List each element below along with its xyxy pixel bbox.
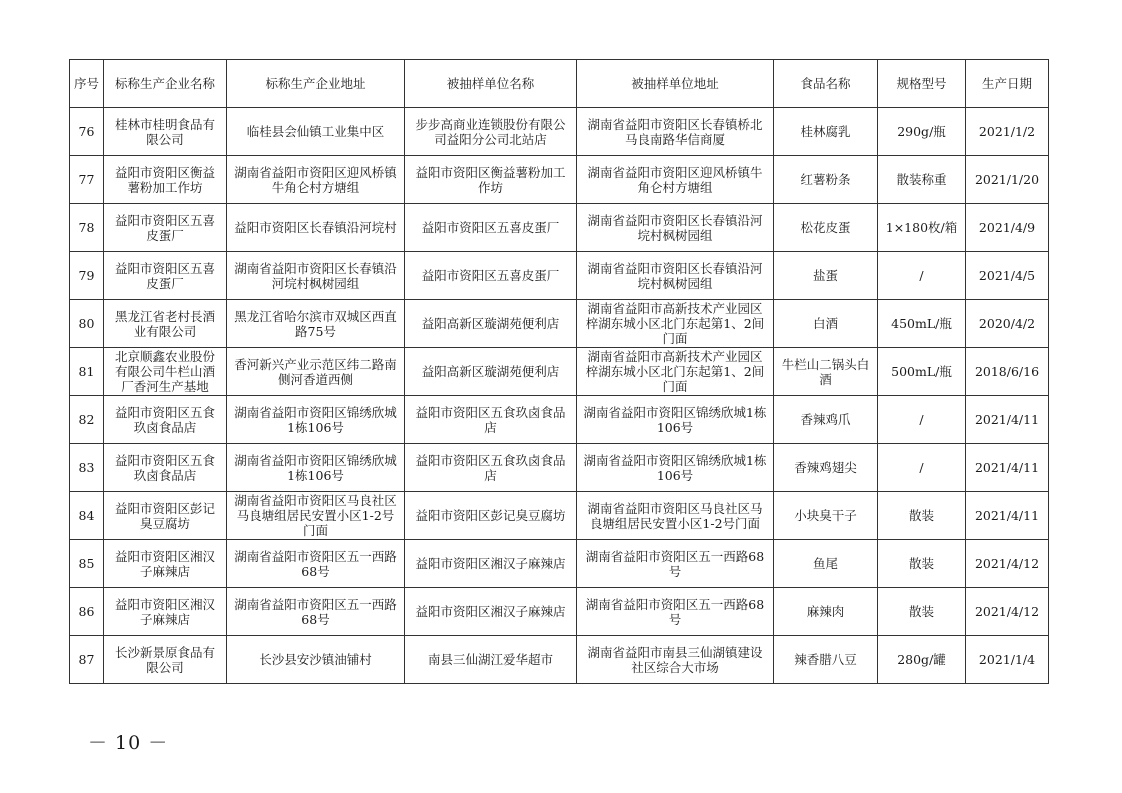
cell-food-name: 香辣鸡翅尖 <box>774 444 878 492</box>
table-row <box>70 396 1049 444</box>
cell-seq: 76 <box>70 108 104 156</box>
header-spec: 规格型号 <box>878 60 966 108</box>
cell-sampled-address: 湖南省益阳市高新技术产业园区梓湖东城小区北门东起第1、2间门面 <box>577 300 774 348</box>
cell-sampled-unit: 南县三仙湖江爱华超市 <box>405 636 577 684</box>
cell-spec: 1×180枚/箱 <box>878 204 966 252</box>
cell-production-date: 2020/4/2 <box>966 300 1049 348</box>
cell-seq: 83 <box>70 444 104 492</box>
table-body <box>70 108 1049 684</box>
cell-production-date: 2021/4/5 <box>966 252 1049 300</box>
cell-food-name: 牛栏山二锅头白酒 <box>774 348 878 396</box>
table-row <box>70 444 1049 492</box>
header-seq: 序号 <box>70 60 104 108</box>
cell-seq: 82 <box>70 396 104 444</box>
table-row <box>70 252 1049 300</box>
cell-seq: 87 <box>70 636 104 684</box>
cell-producer-address: 临桂县会仙镇工业集中区 <box>227 108 405 156</box>
cell-producer-address: 湖南省益阳市资阳区锦绣欣城1栋106号 <box>227 444 405 492</box>
table-header <box>70 60 1049 108</box>
cell-sampled-unit: 益阳市资阳区湘汉子麻辣店 <box>405 540 577 588</box>
cell-producer: 益阳市资阳区湘汉子麻辣店 <box>104 588 227 636</box>
cell-producer: 黑龙江省老村長酒业有限公司 <box>104 300 227 348</box>
cell-spec: 散装称重 <box>878 156 966 204</box>
table-row <box>70 204 1049 252</box>
cell-seq: 78 <box>70 204 104 252</box>
cell-producer-address: 湖南省益阳市资阳区马良社区马良塘组居民安置小区1-2号门面 <box>227 492 405 540</box>
cell-production-date: 2021/4/11 <box>966 444 1049 492</box>
cell-food-name: 辣香腊八豆 <box>774 636 878 684</box>
cell-producer: 益阳市资阳区衡益薯粉加工作坊 <box>104 156 227 204</box>
cell-spec: 290g/瓶 <box>878 108 966 156</box>
cell-sampled-unit: 益阳市资阳区五食玖卤食品店 <box>405 444 577 492</box>
cell-food-name: 红薯粉条 <box>774 156 878 204</box>
cell-food-name: 松花皮蛋 <box>774 204 878 252</box>
cell-production-date: 2021/1/4 <box>966 636 1049 684</box>
cell-sampled-unit: 益阳市资阳区五喜皮蛋厂 <box>405 204 577 252</box>
cell-sampled-unit: 益阳市资阳区五食玖卤食品店 <box>405 396 577 444</box>
cell-spec: / <box>878 252 966 300</box>
cell-producer-address: 湖南省益阳市资阳区五一西路68号 <box>227 588 405 636</box>
header-producer: 标称生产企业名称 <box>104 60 227 108</box>
cell-sampled-address: 湖南省益阳市高新技术产业园区梓湖东城小区北门东起第1、2间门面 <box>577 348 774 396</box>
cell-spec: / <box>878 444 966 492</box>
cell-spec: 散装 <box>878 540 966 588</box>
cell-producer: 北京顺鑫农业股份有限公司牛栏山酒厂香河生产基地 <box>104 348 227 396</box>
inspection-table <box>69 59 1049 684</box>
cell-production-date: 2021/1/20 <box>966 156 1049 204</box>
cell-producer: 益阳市资阳区五喜皮蛋厂 <box>104 204 227 252</box>
page-number: － 10 － <box>88 732 169 754</box>
cell-seq: 81 <box>70 348 104 396</box>
cell-seq: 85 <box>70 540 104 588</box>
cell-sampled-address: 湖南省益阳市资阳区迎风桥镇牛角仑村方塘组 <box>577 156 774 204</box>
cell-producer-address: 黑龙江省哈尔滨市双城区西直路75号 <box>227 300 405 348</box>
cell-production-date: 2021/4/11 <box>966 396 1049 444</box>
cell-sampled-address: 湖南省益阳市资阳区锦绣欣城1栋106号 <box>577 444 774 492</box>
table-row <box>70 540 1049 588</box>
cell-production-date: 2021/4/9 <box>966 204 1049 252</box>
cell-production-date: 2018/6/16 <box>966 348 1049 396</box>
cell-producer: 桂林市桂明食品有限公司 <box>104 108 227 156</box>
cell-sampled-address: 湖南省益阳市资阳区五一西路68号 <box>577 588 774 636</box>
cell-spec: / <box>878 396 966 444</box>
cell-producer: 益阳市资阳区五食玖卤食品店 <box>104 444 227 492</box>
cell-sampled-address: 湖南省益阳市资阳区五一西路68号 <box>577 540 774 588</box>
cell-seq: 77 <box>70 156 104 204</box>
cell-production-date: 2021/4/12 <box>966 588 1049 636</box>
cell-sampled-unit: 益阳市资阳区五喜皮蛋厂 <box>405 252 577 300</box>
cell-sampled-address: 湖南省益阳市资阳区长春镇沿河垸村枫树园组 <box>577 252 774 300</box>
header-producer-address: 标称生产企业地址 <box>227 60 405 108</box>
cell-sampled-address: 湖南省益阳市资阳区长春镇沿河垸村枫树园组 <box>577 204 774 252</box>
cell-food-name: 香辣鸡爪 <box>774 396 878 444</box>
cell-production-date: 2021/4/11 <box>966 492 1049 540</box>
cell-production-date: 2021/1/2 <box>966 108 1049 156</box>
cell-producer-address: 湖南省益阳市资阳区锦绣欣城1栋106号 <box>227 396 405 444</box>
cell-sampled-unit: 益阳市资阳区彭记臭豆腐坊 <box>405 492 577 540</box>
cell-sampled-unit: 步步高商业连锁股份有限公司益阳分公司北站店 <box>405 108 577 156</box>
table-row <box>70 492 1049 540</box>
cell-sampled-address: 湖南省益阳市资阳区马良社区马良塘组居民安置小区1-2号门面 <box>577 492 774 540</box>
table-row <box>70 636 1049 684</box>
cell-food-name: 麻辣肉 <box>774 588 878 636</box>
cell-seq: 80 <box>70 300 104 348</box>
cell-food-name: 鱼尾 <box>774 540 878 588</box>
header-production-date: 生产日期 <box>966 60 1049 108</box>
cell-spec: 280g/罐 <box>878 636 966 684</box>
cell-food-name: 小块臭干子 <box>774 492 878 540</box>
cell-producer-address: 湖南省益阳市资阳区五一西路68号 <box>227 540 405 588</box>
cell-producer: 益阳市资阳区五喜皮蛋厂 <box>104 252 227 300</box>
cell-spec: 500mL/瓶 <box>878 348 966 396</box>
header-sampled-unit: 被抽样单位名称 <box>405 60 577 108</box>
table-row <box>70 300 1049 348</box>
cell-producer-address: 湖南省益阳市资阳区迎风桥镇牛角仑村方塘组 <box>227 156 405 204</box>
cell-food-name: 桂林腐乳 <box>774 108 878 156</box>
cell-sampled-unit: 益阳市资阳区衡益薯粉加工作坊 <box>405 156 577 204</box>
cell-sampled-address: 湖南省益阳市南县三仙湖镇建设社区综合大市场 <box>577 636 774 684</box>
cell-seq: 86 <box>70 588 104 636</box>
table-row <box>70 348 1049 396</box>
cell-production-date: 2021/4/12 <box>966 540 1049 588</box>
cell-producer: 益阳市资阳区湘汉子麻辣店 <box>104 540 227 588</box>
table-row <box>70 108 1049 156</box>
cell-food-name: 白酒 <box>774 300 878 348</box>
table-row <box>70 156 1049 204</box>
cell-seq: 84 <box>70 492 104 540</box>
cell-spec: 散装 <box>878 492 966 540</box>
cell-producer: 益阳市资阳区彭记臭豆腐坊 <box>104 492 227 540</box>
cell-producer-address: 香河新兴产业示范区纬二路南侧河香道西侧 <box>227 348 405 396</box>
header-food-name: 食品名称 <box>774 60 878 108</box>
cell-food-name: 盐蛋 <box>774 252 878 300</box>
cell-producer-address: 湖南省益阳市资阳区长春镇沿河垸村枫树园组 <box>227 252 405 300</box>
table-row <box>70 588 1049 636</box>
cell-sampled-address: 湖南省益阳市资阳区锦绣欣城1栋106号 <box>577 396 774 444</box>
header-sampled-address: 被抽样单位地址 <box>577 60 774 108</box>
cell-producer: 益阳市资阳区五食玖卤食品店 <box>104 396 227 444</box>
cell-producer-address: 益阳市资阳区长春镇沿河垸村 <box>227 204 405 252</box>
cell-sampled-unit: 益阳高新区璇湖苑便利店 <box>405 300 577 348</box>
cell-producer: 长沙新景原食品有限公司 <box>104 636 227 684</box>
cell-sampled-address: 湖南省益阳市资阳区长春镇桥北马良南路华信商厦 <box>577 108 774 156</box>
cell-sampled-unit: 益阳市资阳区湘汉子麻辣店 <box>405 588 577 636</box>
cell-spec: 散装 <box>878 588 966 636</box>
cell-sampled-unit: 益阳高新区璇湖苑便利店 <box>405 348 577 396</box>
cell-producer-address: 长沙县安沙镇油铺村 <box>227 636 405 684</box>
header-row <box>70 60 1049 108</box>
cell-spec: 450mL/瓶 <box>878 300 966 348</box>
cell-seq: 79 <box>70 252 104 300</box>
